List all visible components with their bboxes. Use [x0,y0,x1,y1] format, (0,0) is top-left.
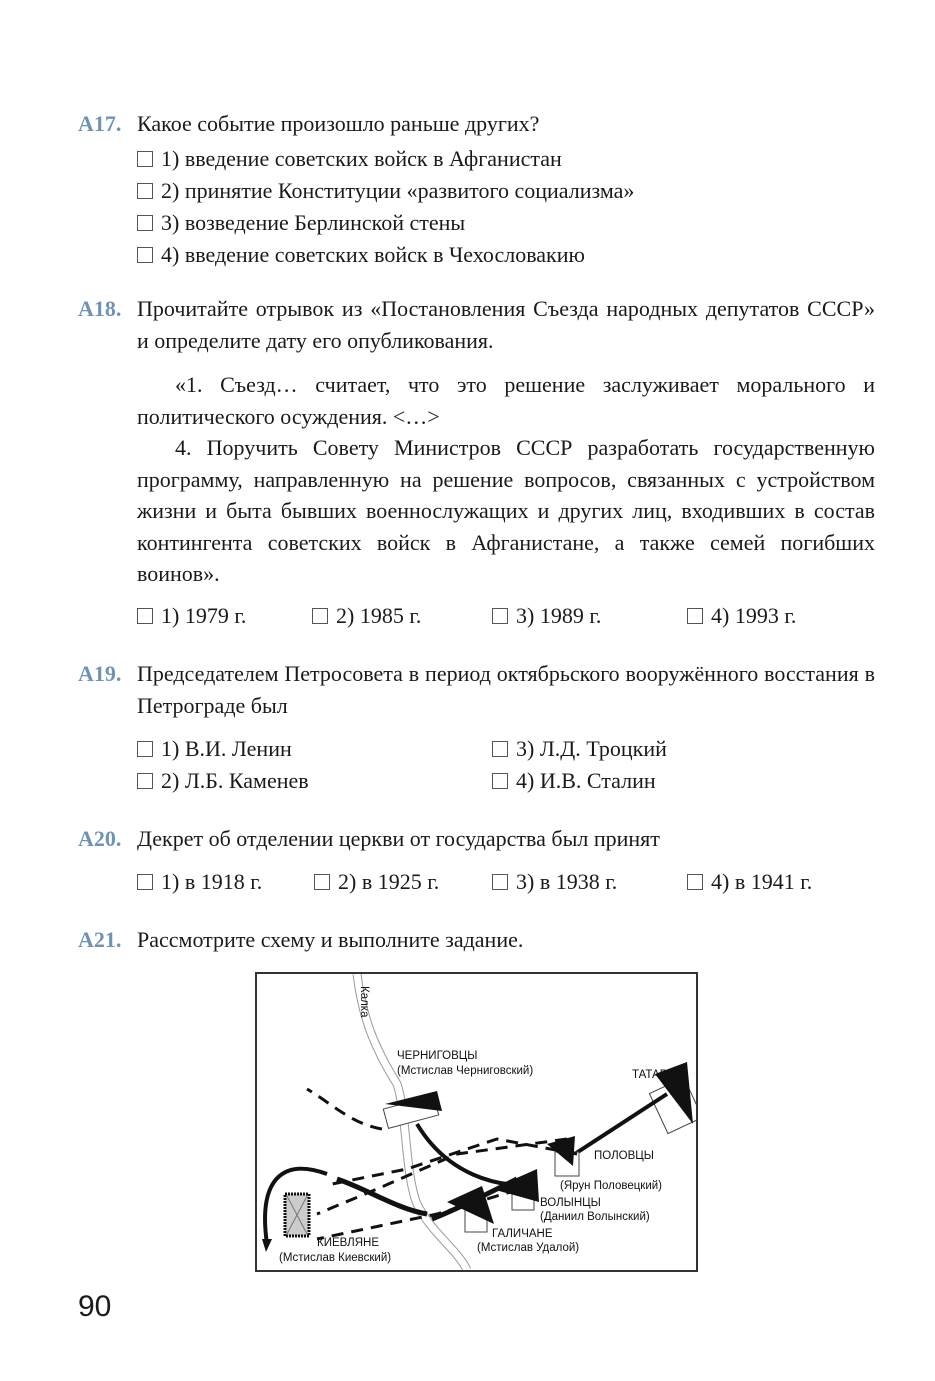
question-number: A18. [78,296,122,321]
answer-option[interactable]: 2) 1985 г. [312,600,421,632]
checkbox[interactable] [137,247,153,263]
checkbox[interactable] [137,183,153,199]
answer-option[interactable]: 3) в 1938 г. [492,866,617,898]
answer-option[interactable]: 1) В.И. Ленин [137,733,292,765]
kiev-label: КИЕВЛЯНЕ [317,1237,380,1249]
question-text: Председателем Петросовета в период октябрьского вооружённого восстания в Петрограде был [137,661,875,718]
chernigov-label: ЧЕРНИГОВЦЫ [397,1050,478,1062]
volyn-leader: (Даниил Волынский) [540,1211,650,1223]
polovtsy-unit [547,1136,579,1176]
question-text: Какое событие произошло раньше других? [137,111,540,136]
river-label: Калка [358,986,370,1018]
checkbox[interactable] [137,608,153,624]
answer-option[interactable]: 2) принятие Конституции «развитого социализма» [137,175,634,207]
answer-option[interactable]: 1) 1979 г. [137,600,246,632]
checkbox[interactable] [314,874,330,890]
answer-option[interactable]: 4) в 1941 г. [687,866,812,898]
checkbox[interactable] [137,874,153,890]
chernigov-leader: (Мстислав Черниговский) [397,1065,534,1077]
checkbox[interactable] [312,608,328,624]
question-number: A20. [78,826,122,851]
chernigov-unit [383,1091,442,1128]
checkbox[interactable] [137,773,153,789]
checkbox[interactable] [137,741,153,757]
checkbox[interactable] [687,608,703,624]
answer-option[interactable]: 4) 1993 г. [687,600,796,632]
checkbox[interactable] [492,874,508,890]
checkbox[interactable] [492,608,508,624]
galich-leader: (Мстислав Удалой) [477,1242,580,1254]
answer-option[interactable]: 3) возведение Берлинской стены [137,207,465,239]
checkbox[interactable] [492,773,508,789]
checkbox[interactable] [137,151,153,167]
question-number: A17. [78,111,122,136]
polovtsy-leader: (Ярун Половецкий) [560,1180,663,1192]
question-number: A19. [78,661,122,686]
question-text: Прочитайте отрывок из «Постановления Съезда народных депутатов СССР» и определите дату его опубликования. [137,296,875,353]
checkbox[interactable] [687,874,703,890]
page-number: 90 [78,1290,112,1323]
quote-paragraph: «1. Съезд… считает, что это решение заслуживает морального и политического осуждения. <…> [137,372,875,429]
answer-option[interactable]: 3) Л.Д. Троцкий [492,733,667,765]
question-text: Рассмотрите схему и выполните задание. [137,927,524,952]
galich-label: ГАЛИЧАНЕ [492,1228,553,1240]
checkbox[interactable] [492,741,508,757]
tatars-label: ТАТАРЫ [632,1069,678,1081]
kiev-leader: (Мстислав Киевский) [279,1252,392,1264]
movement-arrows [307,1089,577,1239]
answer-option[interactable]: 3) 1989 г. [492,600,601,632]
answer-option[interactable]: 1) введение советских войск в Афганистан [137,143,562,175]
question-number: A21. [78,927,122,952]
quote-paragraph: 4. Поручить Совету Министров СССР разработать государственную программу, направленную на решение вопросов, связанных с устройством жизни и быта бывших военнослужащих и других лиц, входивших в состав контингента советских войск в Афганистане, а также семей погибших воинов». [137,435,875,586]
checkbox[interactable] [137,215,153,231]
answer-option[interactable]: 2) Л.Б. Каменев [137,765,309,797]
volyn-label: ВОЛЫНЦЫ [540,1197,601,1209]
answer-option[interactable]: 1) в 1918 г. [137,866,262,898]
battle-scheme-map [255,972,698,1272]
question-text: Декрет об отделении церкви от государства был принят [137,826,660,851]
answer-option[interactable]: 4) введение советских войск в Чехословакию [137,239,585,271]
polovtsy-label: ПОЛОВЦЫ [594,1150,654,1162]
answer-option[interactable]: 4) И.В. Сталин [492,765,656,797]
answer-option[interactable]: 2) в 1925 г. [314,866,439,898]
